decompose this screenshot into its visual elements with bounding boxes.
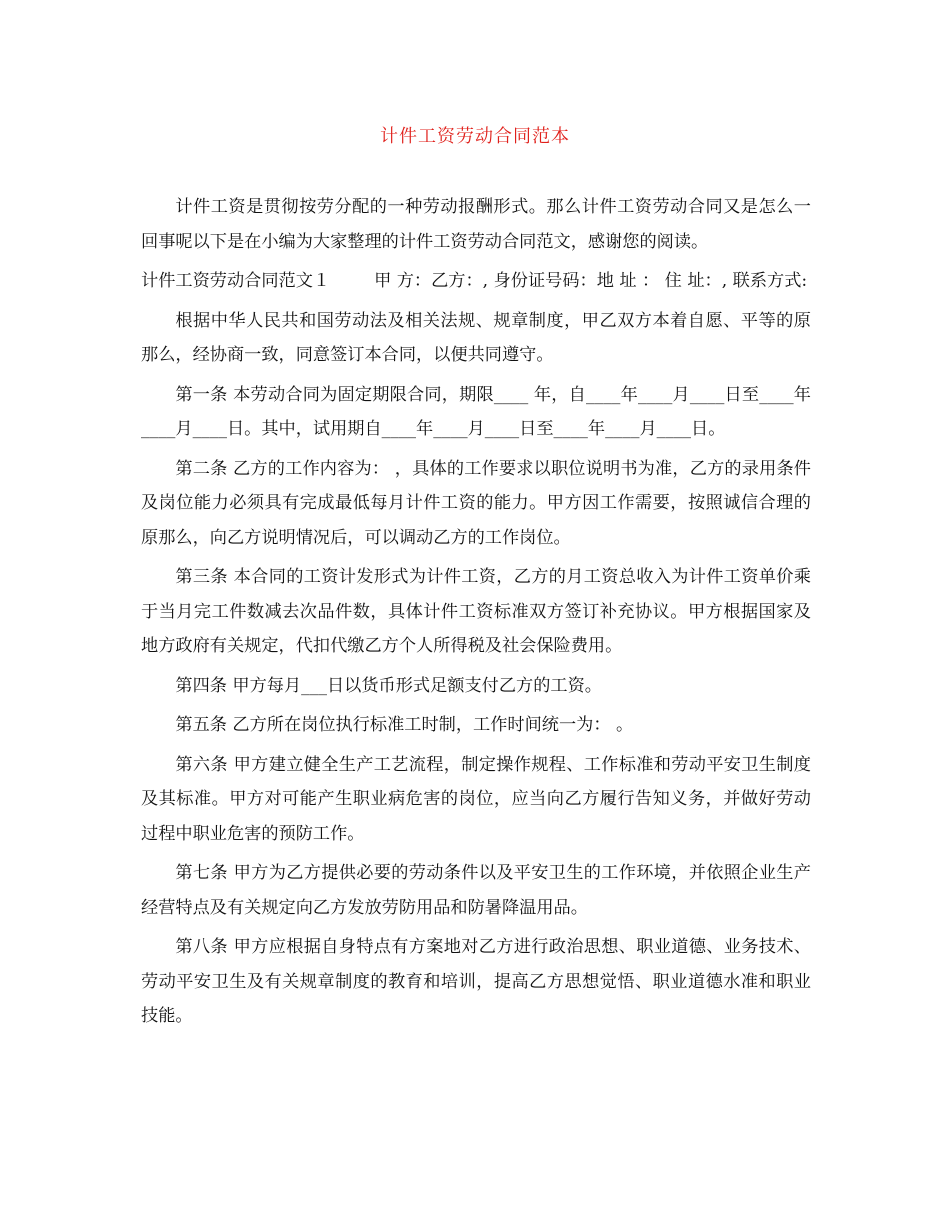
article-8: 第八条 甲方应根据自身特点有方案地对乙方进行政治思想、职业道德、业务技术、劳动平安卫生及有关规章制度的教育和培训，提高乙方思想觉悟、职业道德水准和职业技能。 — [141, 937, 811, 1026]
contract-header-line — [141, 264, 811, 299]
intro-paragraph: 计件工资是贯彻按劳分配的一种劳动报酬形式。那么计件工资劳动合同又是怎么一回事呢以下是在小编为大家整理的计件工资劳动合同范文，感谢您的阅读。 — [141, 197, 811, 252]
article-2: 第二条 乙方的工作内容为： ，具体的工作要求以职位说明书为准，乙方的录用条件及岗位能力必须具有完成最低每月计件工资的能力。甲方因工作需要，按照诚信合理的原那么，向乙方说明情况后，可以调动乙方的工作岗位。 — [141, 458, 811, 548]
article-3: 第三条 本合同的工资计发形式为计件工资，乙方的月工资总收入为计件工资单价乘于当月完工件数减去次品件数，具体计件工资标准双方签订补充协议。甲方根据国家及地方政府有关规定，代扣代缴乙方个人所得税及社会保险费用。 — [141, 567, 811, 656]
article-5: 第五条 乙方所在岗位执行标准工时制，工作时间统一为： 。 — [175, 715, 634, 735]
contract-parties-line: 甲 方：乙方：, 身份证号码：地 址 ： 住 址：, 联系方式: — [374, 271, 808, 291]
document-title: 计件工资劳动合同范本 — [380, 126, 570, 147]
article-1: 第一条 本劳动合同为固定期限合同，期限____ 年，自____年____月____日至____年____月____日。其中，试用期自____年____月____日至____年____月____日。 — [141, 384, 811, 439]
article-6: 第六条 甲方建立健全生产工艺流程，制定操作规程、工作标准和劳动平安卫生制度及其标准。甲方对可能产生职业病危害的岗位，应当向乙方履行告知义务，并做好劳动过程中职业危害的预防工作。 — [141, 754, 811, 844]
contract-sample-label: 计件工资劳动合同范文１ — [141, 271, 331, 291]
preamble-paragraph: 根据中华人民共和国劳动法及相关法规、规章制度，甲乙双方本着自愿、平等的原那么，经协商一致，同意签订本合同，以便共同遵守。 — [141, 310, 811, 365]
article-4: 第四条 甲方每月___日以货币形式足额支付乙方的工资。 — [175, 675, 602, 696]
article-7: 第七条 甲方为乙方提供必要的劳动条件以及平安卫生的工作环境，并依照企业生产经营特点及有关规定向乙方发放劳防用品和防暑降温用品。 — [141, 863, 811, 918]
document-body — [141, 190, 811, 1039]
